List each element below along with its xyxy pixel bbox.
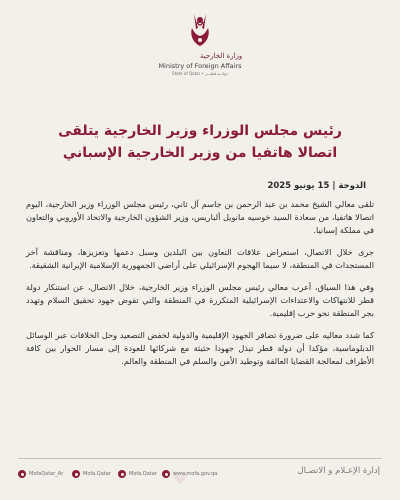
ministry-state-line: State of Qatar • دولـــة قطـــر: [172, 71, 228, 76]
paragraph: وفي هذا السياق، أعرب معالي رئيس مجلس الوزراء وزير الخارجية، خلال الاتصال، عن استنكار دولة قطر للانتهاكات والاعتداءات الإسرائيلية المتكررة في المنطقة والتي تقوض جهود تحقيق السلام وتهدد بجر المنطقة نحو حرب إقليمية.: [26, 282, 374, 318]
social-label: www.mofa.gov.qa: [173, 471, 218, 477]
social-label: Mofa.Qatar: [129, 471, 157, 477]
x-icon: [18, 470, 26, 478]
paragraph: كما شدد معاليه على ضرورة تضافر الجهود الإقليمية والدولية لخفض التصعيد وحل الخلافات عبر الوسائل الدبلوماسية، مؤكدا أن دولة قطر تبذل جهودا حثيثة مع شركائها للعودة إلى مسار الحوار بين كافة الأطراف لمعالجة القضايا العالقة وتوطيد الأمن والسلم في المنطقة والعالم.: [26, 330, 374, 366]
ministry-name-english: Ministry of Foreign Affairs: [158, 62, 242, 70]
social-label: MofaQatar_Ar: [29, 471, 64, 477]
page-title: رئيس مجلس الوزراء وزير الخارجية يتلقى اتصالا هاتفيا من وزير الخارجية الإسباني: [58, 123, 342, 161]
dateline: الدوحة | 15 يونيو 2025: [267, 181, 366, 191]
ministry-name-arabic: وزارة الخارجية: [200, 52, 243, 60]
article-body: [26, 198, 374, 377]
youtube-icon: [118, 470, 126, 478]
social-label: Mofa.Qatar: [83, 471, 111, 477]
paragraph: جرى خلال الاتصال، استعراض علاقات التعاون بين البلدين وسبل دعمها وتعزيزها، ومناقشة آخر المستجدات في المنطقة، لا سيما الهجوم الإسرائيلي على أراضي الجمهورية الإسلامية الإيرانية الشقيقة.: [26, 247, 374, 270]
paragraph: تلقى معالي الشيخ محمد بن عبد الرحمن بن جاسم آل ثاني، رئيس مجلس الوزراء وزير الخارجية، اليوم اتصالا هاتفيا، من سعادة السيد خوسيه مانويل ألباريس، وزير الشؤون الخارجية والاتحاد الأوروبي والتعاون في مملكة إسبانيا.: [26, 199, 374, 235]
department-name: إدارة الإعـلام و الاتصـال: [297, 466, 380, 476]
emblem-watermark-icon: [150, 466, 210, 486]
footer-divider: [18, 458, 382, 459]
qatar-emblem-icon: [182, 10, 218, 50]
social-link-instagram[interactable]: [72, 468, 111, 480]
social-link-x[interactable]: [18, 468, 63, 480]
instagram-icon: [72, 470, 80, 478]
